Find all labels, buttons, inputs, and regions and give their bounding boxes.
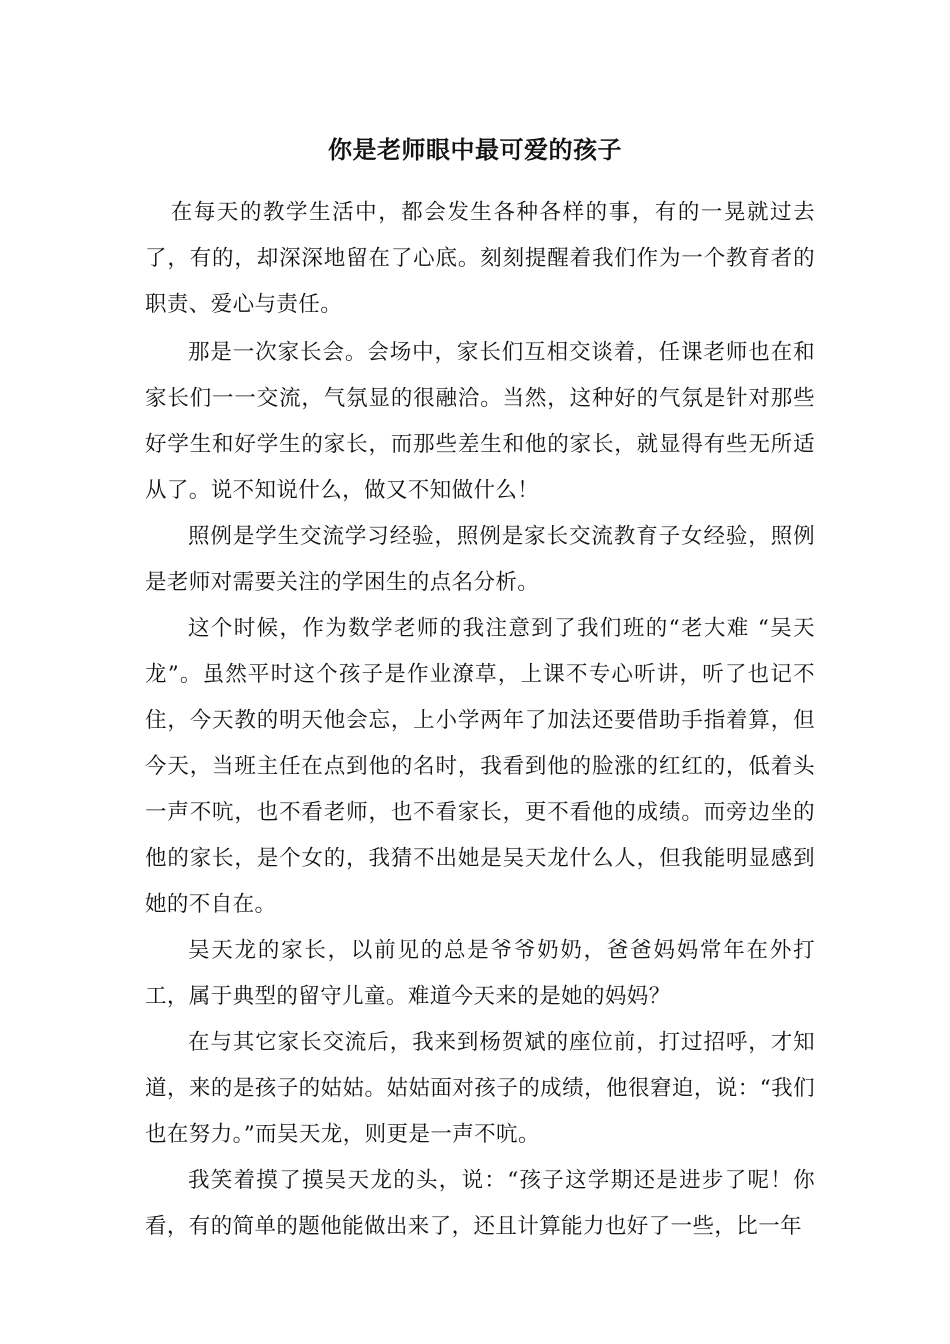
paragraph: 我笑着摸了摸吴天龙的头，说：“孩子这学期还是进步了呢！你看，有的简单的题他能做出来了，还且计算能力也好了一些，比一年 bbox=[145, 1168, 815, 1239]
document-body bbox=[145, 190, 815, 1250]
document-title: 你是老师眼中最可爱的孩子 bbox=[328, 135, 622, 164]
paragraph: 照例是学生交流学习经验，照例是家长交流教育子女经验，照例是老师对需要关注的学困生的点名分析。 bbox=[145, 524, 815, 595]
paragraph: 吴天龙的家长，以前见的总是爷爷奶奶，爸爸妈妈常年在外打工，属于典型的留守儿童。难道今天来的是她的妈妈？ bbox=[145, 938, 815, 1009]
paragraph: 那是一次家长会。会场中，家长们互相交谈着，任课老师也在和家长们一一交流，气氛显的很融洽。当然，这种好的气氛是针对那些好学生和好学生的家长，而那些差生和他的家长，就显得有些无所适从了。说不知说什么，做又不知做什么！ bbox=[145, 340, 815, 503]
paragraph: 这个时候，作为数学老师的我注意到了我们班的“老大难 “吴天龙”。虽然平时这个孩子是作业潦草，上课不专心听讲，听了也记不住，今天教的明天他会忘，上小学两年了加法还要借助手指着算，但今天，当班主任在点到他的名时，我看到他的脸涨的红红的，低着头一声不吭，也不看老师，也不看家长，更不看他的成绩。而旁边坐的他的家长，是个女的，我猜不出她是吴天龙什么人，但我能明显感到她的不自在。 bbox=[145, 616, 815, 917]
paragraph: 在每天的教学生活中，都会发生各种各样的事，有的一晃就过去了，有的，却深深地留在了心底。刻刻提醒着我们作为一个教育者的职责、爱心与责任。 bbox=[145, 200, 815, 317]
paragraph: 在与其它家长交流后，我来到杨贺斌的座位前，打过招呼，才知道，来的是孩子的姑姑。姑姑面对孩子的成绩，他很窘迫，说：“我们也在努力。”而吴天龙，则更是一声不吭。 bbox=[145, 1030, 815, 1147]
